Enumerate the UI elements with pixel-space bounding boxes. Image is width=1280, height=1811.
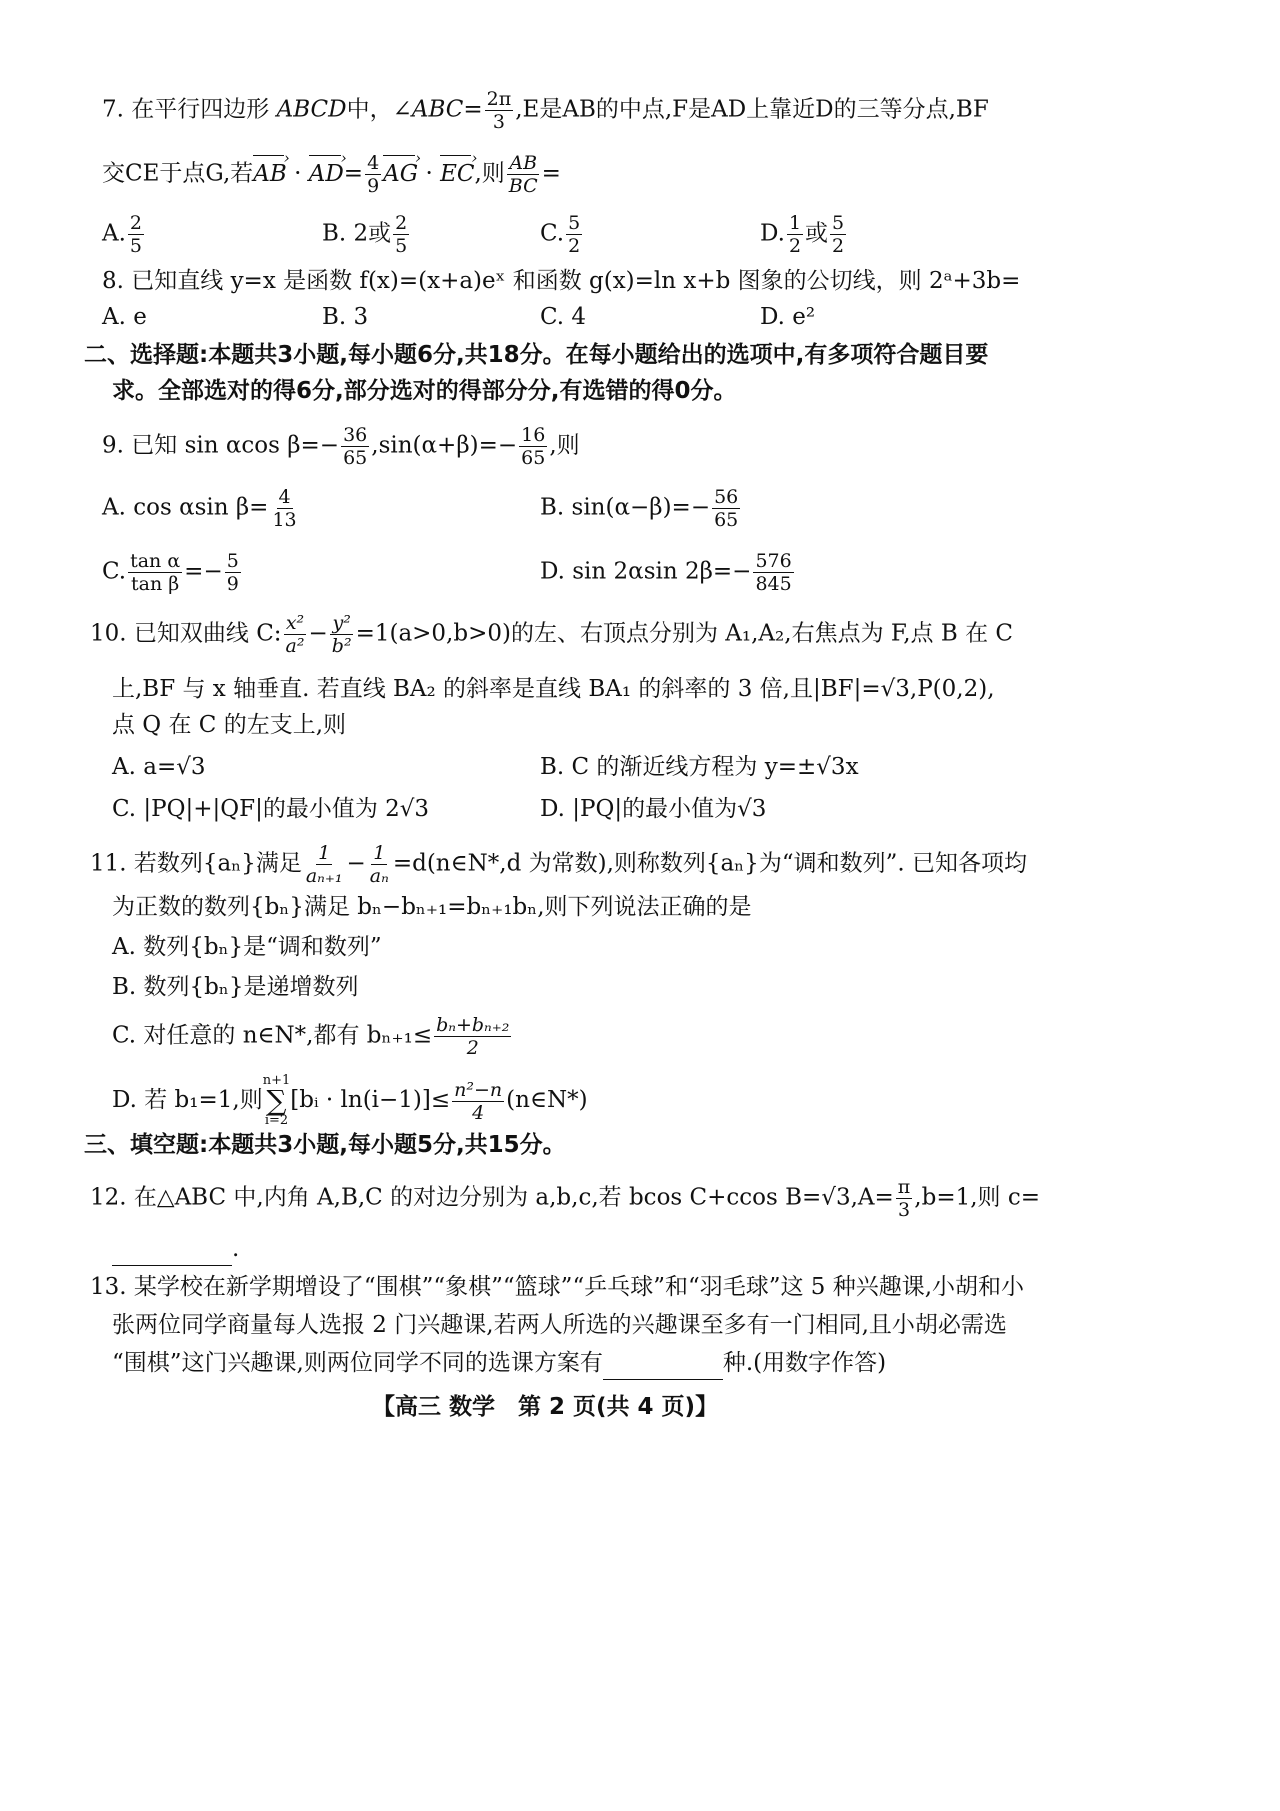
q12-answer-blank[interactable]: . <box>112 1232 239 1266</box>
q9-option-a: A. cos αsin β= $\frac{4}{13}$ <box>102 486 297 531</box>
q10-option-b: B. C 的渐近线方程为 y=±√3x <box>540 754 859 780</box>
section2-instructions: 求。全部选对的得6分,部分选对的得部分分,有选错的得0分。 <box>112 378 737 404</box>
q11-stem-line2: 为正数的数列{bₙ}满足 bₙ−bₙ₊₁=bₙ₊₁bₙ,则下列说法正确的是 <box>112 894 752 920</box>
q10-option-c: C. |PQ|+|QF|的最小值为 2√3 <box>112 796 430 822</box>
q13-line1: 13. 某学校在新学期增设了“围棋”“象棋”“篮球”“乒乓球”和“羽毛球”这 5 种兴趣课,小胡和小 <box>90 1274 1025 1300</box>
summation: n+1 ∑ i=2 <box>262 1073 291 1128</box>
q8-option-c: C. 4 <box>540 304 587 330</box>
q12-stem: 12. 在△ABC 中,内角 A,B,C 的对边分别为 a,b,c,若 bcos C+ccos B=√3,A= $\frac{\pi}{3}$ ,b=1,则 c= <box>90 1176 1040 1221</box>
q9-option-c: C. $\frac{\text{tan α}}{\text{tan β}}$ =− $\frac{5}{9}$ <box>102 550 239 595</box>
q7-option-b: B. 2或 $\frac{2}{5}$ <box>322 212 408 257</box>
q8-option-a: A. e <box>102 304 147 330</box>
q7-line2: 交CE于点G,若AB › · AD ›= $\frac{4}{9}$ AG › · EC ›,则 $\frac{AB}{BC}$ = <box>102 152 561 197</box>
q11-option-d: D. 若 b₁=1,则 n+1 ∑ i=2 [bᵢ · ln(i−1)]≤ $\frac{\text{n²−n}}{4}$ (n∈N*) <box>112 1073 588 1128</box>
q8-option-d: D. e² <box>760 304 816 330</box>
fraction: $\frac{2\pi}{3}$ <box>486 88 512 133</box>
q7-line1: 7. 在平行四边形 ABCD中，∠ABC= $\frac{2\pi}{3}$ ,E是AB的中点,F是AD上靠近D的三等分点,BF <box>102 88 989 133</box>
q11-option-b: B. 数列{bₙ}是递增数列 <box>112 974 359 1000</box>
vector-ag: AG › <box>383 157 418 191</box>
q10-option-a: A. a=√3 <box>112 754 206 780</box>
vector-ad: AD › <box>309 157 344 191</box>
q10-stem-line2: 上,BF 与 x 轴垂直. 若直线 BA₂ 的斜率是直线 BA₁ 的斜率的 3 倍,且|BF|=√3,P(0,2), <box>112 676 995 702</box>
q9-option-d: D. sin 2αsin 2β=− $\frac{576}{845}$ <box>540 550 792 595</box>
q10-stem-line1: 10. 已知双曲线 C: $\frac{\text{x²}}{\text{a²}}$ − $\frac{\text{y²}}{\text{b²}}$ =1(a>0,b>0)的左、右顶点分别为 A₁,A₂,右焦点为 F,点 B 在 C <box>90 612 1013 657</box>
vector-ab: AB › <box>253 157 287 191</box>
q13-line2: 张两位同学商量每人选报 2 门兴趣课,若两人所选的兴趣课至多有一门相同,且小胡必需选 <box>112 1312 1007 1338</box>
q8-stem: 8. 已知直线 y=x 是函数 f(x)=(x+a)eˣ 和函数 g(x)=ln x+b 图象的公切线，则 2ᵃ+3b= <box>102 268 1021 294</box>
section3-heading: 三、填空题:本题共3小题,每小题5分,共15分。 <box>84 1132 566 1158</box>
q13-line3: “围棋”这门兴趣课,则两位同学不同的选课方案有 种.(用数字作答) <box>112 1346 886 1380</box>
q11-option-c: C. 对任意的 n∈N*,都有 bₙ₊₁≤ $\frac{\text{bₙ+bₙ₊₂}}{2}$ <box>112 1014 510 1059</box>
q7-option-a: A. $\frac{2}{5}$ <box>102 212 143 257</box>
fraction: $\frac{AB}{BC}$ <box>508 152 538 197</box>
q7-option-c: C. $\frac{5}{2}$ <box>540 212 581 257</box>
fraction: $\frac{4}{9}$ <box>367 152 380 197</box>
q9-stem: 9. 已知 sin αcos β=− $\frac{36}{65}$ ,sin(α+β)=− $\frac{16}{65}$ ,则 <box>102 424 580 469</box>
q8-option-b: B. 3 <box>322 304 369 330</box>
answer-blank[interactable] <box>603 1357 723 1380</box>
q10-option-d: D. |PQ|的最小值为√3 <box>540 796 767 822</box>
q11-stem-line1: 11. 若数列{aₙ}满足 $\frac{1}{\text{aₙ₊₁}}$ − $\frac{1}{\text{aₙ}}$ =d(n∈N*,d 为常数),则称数列{aₙ}为“调和数列”. 已知各项均 <box>90 842 1027 887</box>
section2-heading: 二、选择题:本题共3小题,每小题6分,共18分。在每小题给出的选项中,有多项符合题目要 <box>84 342 989 368</box>
q9-option-b: B. sin(α−β)=− $\frac{56}{65}$ <box>540 486 739 531</box>
q7-option-d: D. $\frac{1}{2}$ 或 $\frac{5}{2}$ <box>760 212 845 257</box>
q11-option-a: A. 数列{bₙ}是“调和数列” <box>112 934 382 960</box>
answer-blank[interactable] <box>112 1243 232 1266</box>
vector-ec: EC › <box>440 157 474 191</box>
page-footer: 【高三 数学 第 2 页(共 4 页)】 <box>372 1394 719 1420</box>
q10-stem-line3: 点 Q 在 C 的左支上,则 <box>112 712 347 738</box>
